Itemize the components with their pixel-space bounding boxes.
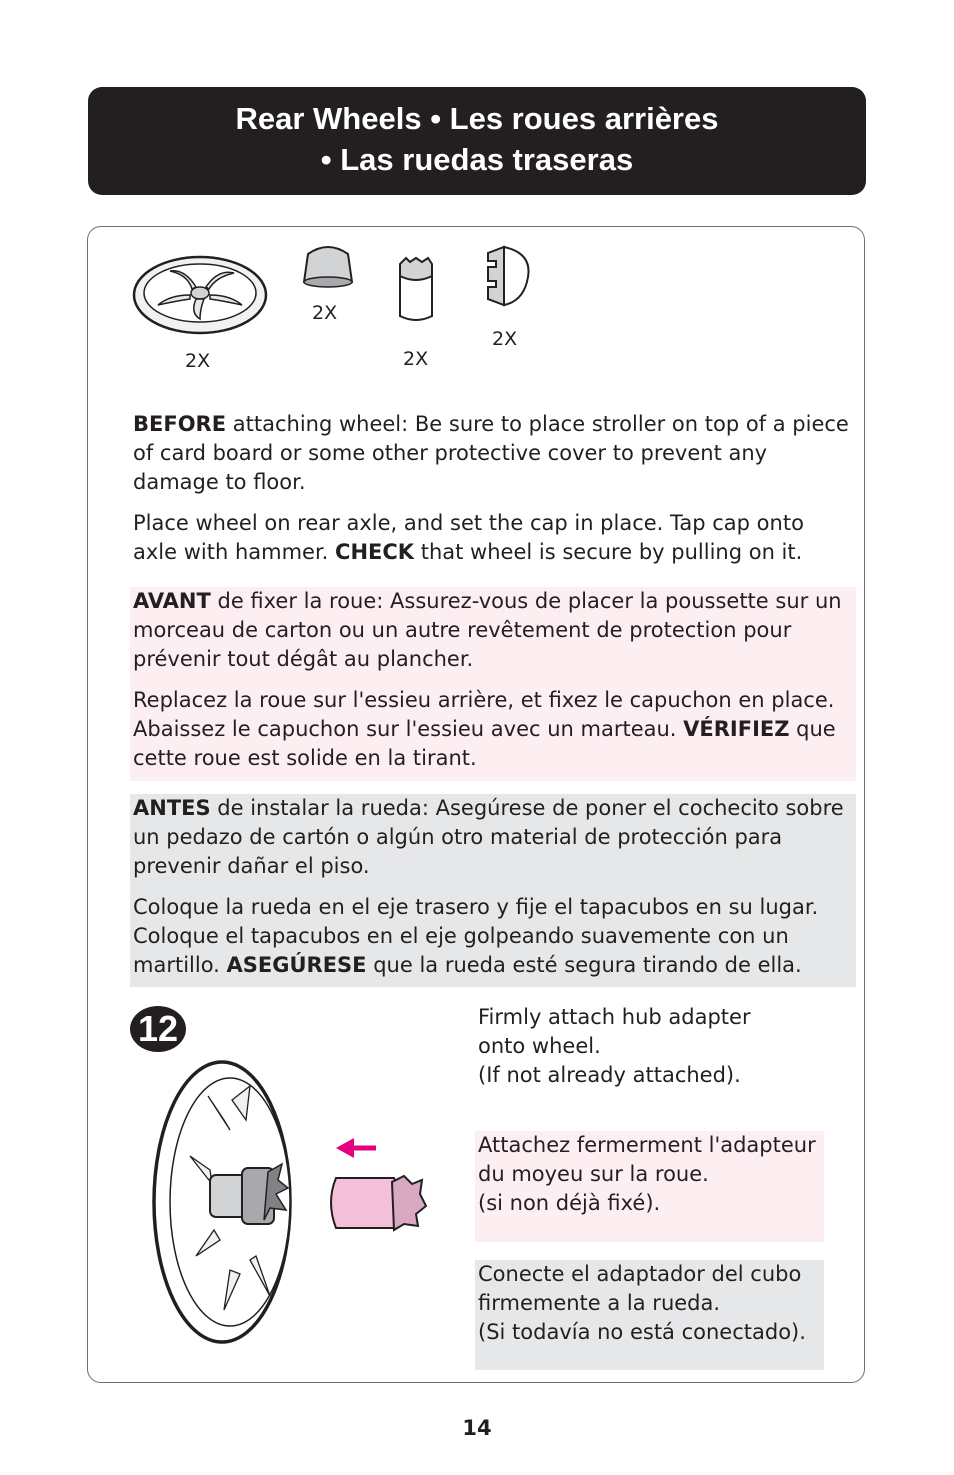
- step-spanish-line-1: Conecte el adaptador del cubo: [478, 1262, 802, 1286]
- english-place-text: Place wheel on rear axle, and set the cap in place. Tap cap onto axle with hammer.: [133, 511, 804, 564]
- spanish-coloque-text: Coloque la rueda en el eje trasero y fije el tapacubos en su lugar. Coloque el tapacubos en el eje golpeando suavemente con un martillo.: [133, 895, 819, 977]
- step-spanish-instruction: [475, 1260, 824, 1370]
- wheel-part-illustration: [130, 255, 270, 335]
- step-spanish-line-2: firmemente a la rueda.: [478, 1291, 721, 1315]
- title-line-1: Rear Wheels • Les roues arrières: [235, 101, 719, 136]
- step-english-line-3: (If not already attached).: [478, 1063, 741, 1087]
- french-avant-bold: AVANT: [133, 589, 211, 613]
- english-paragraph-1: [133, 410, 853, 497]
- french-avant-text: de fixer la roue: Assurez-vous de placer la poussette sur un morceau de carton ou un autre revêtement de protection pour prévenir tout dégât au plancher.: [133, 589, 842, 671]
- wheel-hub-assembly-illustration: [150, 1060, 440, 1345]
- axle-clip-qty: 2X: [492, 328, 518, 350]
- step-number-badge: 12: [130, 1006, 186, 1052]
- spanish-antes-bold: ANTES: [133, 796, 211, 820]
- english-check-bold: CHECK: [335, 540, 415, 564]
- spanish-asegurese-text: que la rueda esté segura tirando de ella.: [366, 953, 802, 977]
- french-verifiez-text: que cette roue est solide en la tirant.: [133, 717, 836, 770]
- english-paragraph-2: [133, 509, 853, 567]
- step-spanish-line-3: (Si todavía no está conectado).: [478, 1320, 806, 1344]
- english-check-text: that wheel is secure by pulling on it.: [414, 540, 803, 564]
- step-english-instruction: [475, 1003, 824, 1090]
- step-english-line-2: onto wheel.: [478, 1034, 601, 1058]
- spanish-asegurese-bold: ASEGÚRESE: [226, 953, 367, 977]
- step-english-line-1: Firmly attach hub adapter: [478, 1005, 751, 1029]
- french-replacez-text: Replacez la roue sur l'essieu arrière, et fixez le capuchon en place. Abaissez le capuchon sur l'essieu avec un marteau.: [133, 688, 835, 741]
- english-instructions: [133, 410, 853, 579]
- spanish-paragraph-1: [133, 794, 856, 881]
- step-french-line-3: (si non déjà fixé).: [478, 1191, 661, 1215]
- hub-adapter-qty: 2X: [403, 348, 429, 370]
- cap-part-illustration: [298, 242, 358, 290]
- spanish-instructions: [130, 794, 856, 987]
- french-paragraph-2: [133, 686, 856, 773]
- hub-adapter-part-illustration: [396, 256, 438, 324]
- step-french-instruction: [475, 1131, 824, 1242]
- section-title-banner: [88, 87, 866, 195]
- french-verifiez-bold: VÉRIFIEZ: [683, 717, 790, 741]
- step-french-line-1: Attachez fermerment l'adapteur: [478, 1133, 816, 1157]
- wheel-qty: 2X: [185, 350, 211, 372]
- french-instructions: [130, 587, 856, 781]
- french-paragraph-1: [133, 587, 856, 674]
- step-french-line-2: du moyeu sur la roue.: [478, 1162, 709, 1186]
- spanish-antes-text: de instalar la rueda: Asegúrese de poner el cochecito sobre un pedazo de cartón o algún otro material de protección para prevenir dañar el piso.: [133, 796, 844, 878]
- english-before-text: attaching wheel: Be sure to place stroller on top of a piece of card board or some other protective cover to prevent any damage to floor.: [133, 412, 849, 494]
- spanish-paragraph-2: [133, 893, 856, 980]
- page-number: 14: [462, 1416, 492, 1440]
- english-before-bold: BEFORE: [133, 412, 227, 436]
- axle-clip-part-illustration: [484, 243, 532, 309]
- title-line-2: • Las ruedas traseras: [320, 142, 634, 177]
- cap-qty: 2X: [312, 302, 338, 324]
